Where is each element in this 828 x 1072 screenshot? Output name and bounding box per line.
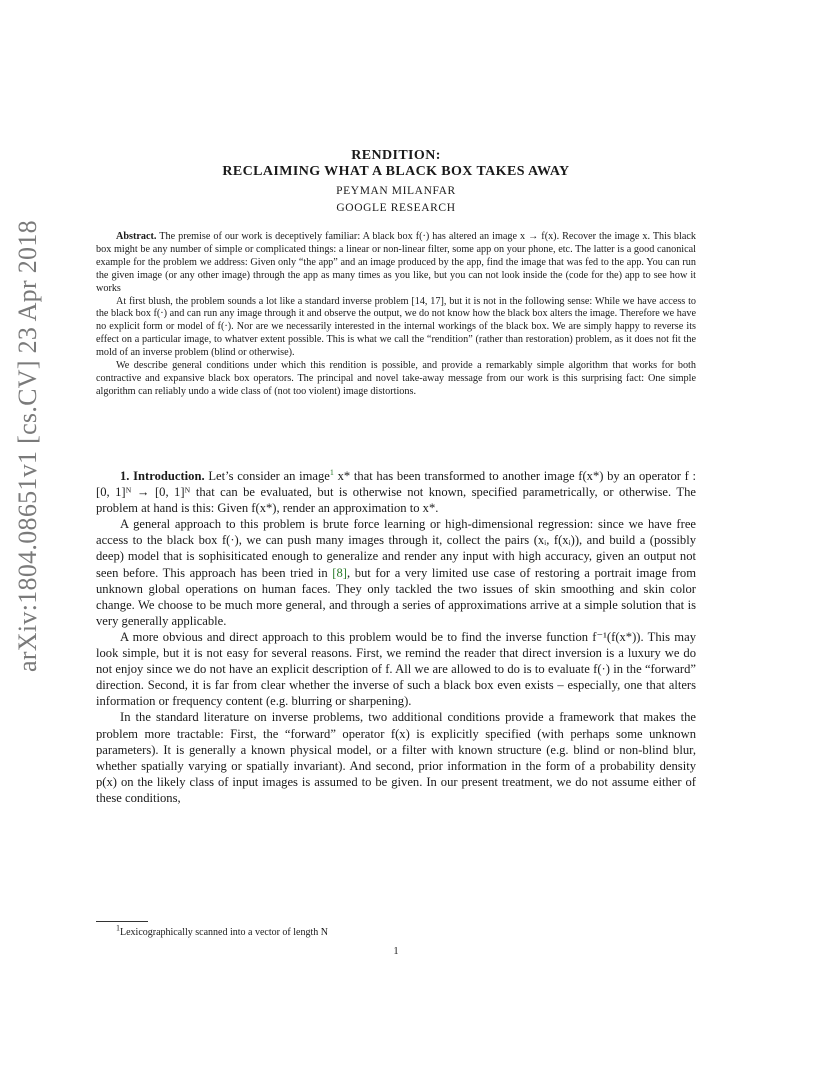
section-heading: 1. Introduction. bbox=[120, 469, 205, 483]
abstract-paragraph-2: At first blush, the problem sounds a lot like a standard inverse problem [14, 17], but it is not in the following sense: While we have access to the black box f(·) and can run any image through it and observe the output, we do not know how the black box alters the image. Therefore we have no explicit form or model of f(·). Nor are we necessarily interested in the internal workings of the black box. We are simply happy to reverse its effect on a particular image, to whatver extent possible. This is what we call the “rendition” (rather than restoration) problem, as it does not fit the mold of an inverse problem (blind or otherwise). bbox=[96, 295, 696, 359]
intro-paragraph-4: In the standard literature on inverse problems, two additional conditions provide a framework that makes the problem more tractable: First, the “forward” operator f(x) is explicitly specified (with perhaps some unknown parameters). It is generally a known physical model, or a filter with known structure (e.g. blind or non-blind blur, whether spatially varying or spatially invariant). And second, prior information in the form of a probability density p(x) on the likely class of input images is assumed to be given. In our present treatment, we do not assume either of these conditions, bbox=[96, 710, 696, 805]
author-affiliation: GOOGLE RESEARCH bbox=[336, 202, 456, 214]
intro-paragraph-2 bbox=[96, 516, 696, 629]
intro-p2-a: A general approach to this problem is brute force learning or high-dimensional regression: since we have free access to the black box f(·), we can push many images through it, collect the pairs (xᵢ, f(xᵢ)), and build a (possibly deep) model that is sophisiticated enough to generalize and render any input with high accuracy, given an output not seen before. This approach has been tried in bbox=[96, 517, 696, 580]
intro-paragraph-3: A more obvious and direct approach to this problem would be to find the inverse function f⁻¹(f(x*)). This may look simple, but it is not easy for several reasons. First, we remind the reader that direct inversion is a luxury we do not enjoy since we do not have an explicit description of f. All we are allowed to do is to evaluate f(·) in the “forward” direction. Second, it is far from clear whether the inverse of such a black box even exists – especially, one that alters information or frequency content (e.g. blurring or sharpening). bbox=[96, 629, 696, 709]
abstract-text-1: The premise of our work is deceptively familiar: A black box f(·) has altered an image x → f(x). Recover the image x. This black box might be any number of simple or complicated things: a linear or non-linear filter, some app on your phone, etc. The latter is a good canonical example for the problem we address: Given only “the app” and an image produced by the app, find the image that was fed to the app. You can run the given image (or any other image) through the app as many times as you like, but you can not look inside the (code for the) app to see how it works bbox=[96, 231, 696, 294]
abstract-label: Abstract. bbox=[116, 231, 157, 242]
abstract-paragraph-1 bbox=[96, 231, 696, 296]
intro-p1-b: x* that has been transformed to another image f(x*) by an operator f : [0, 1]ᴺ → [0, 1]ᴺ that can be evaluated, but is otherwise not known, specified parametrically, or otherwise. The problem at hand is this: Given f(x*), render an approximation to x*. bbox=[96, 469, 696, 516]
intro-paragraph-1 bbox=[96, 468, 696, 516]
author-name: PEYMAN MILANFAR bbox=[336, 185, 456, 197]
intro-p2-b: , but for a very limited use case of restoring a portrait image from unknown global operations on human faces. They only tackled the two issues of skin smoothing and skin color change. We choose to be much more general, and through a series of approximations arrive at a simple solution that is very generally applicable. bbox=[96, 565, 696, 628]
footnote-text: Lexicographically scanned into a vector of length N bbox=[120, 927, 328, 938]
abstract bbox=[96, 231, 696, 399]
footnote-number: 1 bbox=[116, 923, 120, 933]
footnote-marker[interactable]: 1 bbox=[329, 467, 334, 477]
arxiv-identifier: arXiv:1804.08651v1 [cs.CV] 23 Apr 2018 bbox=[13, 220, 42, 672]
paper-title-line-2: RECLAIMING WHAT A BLACK BOX TAKES AWAY bbox=[222, 164, 570, 179]
intro-p1-a: Let’s consider an image bbox=[208, 469, 330, 483]
page-number: 1 bbox=[393, 946, 399, 957]
footnote bbox=[116, 923, 676, 938]
abstract-paragraph-3: We describe general conditions under which this rendition is possible, and provide a remarkably simple algorithm that works for both contractive and expansive black box operators. The principal and novel take-away message from our work is this surprising fact: One simple algorithm can reliably undo a wide class of (not too violent) image distortions. bbox=[96, 360, 696, 397]
arxiv-sidebar bbox=[8, 220, 48, 672]
footnote-rule bbox=[96, 921, 148, 922]
citation-link[interactable]: [8] bbox=[332, 565, 347, 580]
paper-title-line-1: RENDITION: bbox=[351, 148, 441, 163]
introduction-section bbox=[96, 468, 696, 806]
